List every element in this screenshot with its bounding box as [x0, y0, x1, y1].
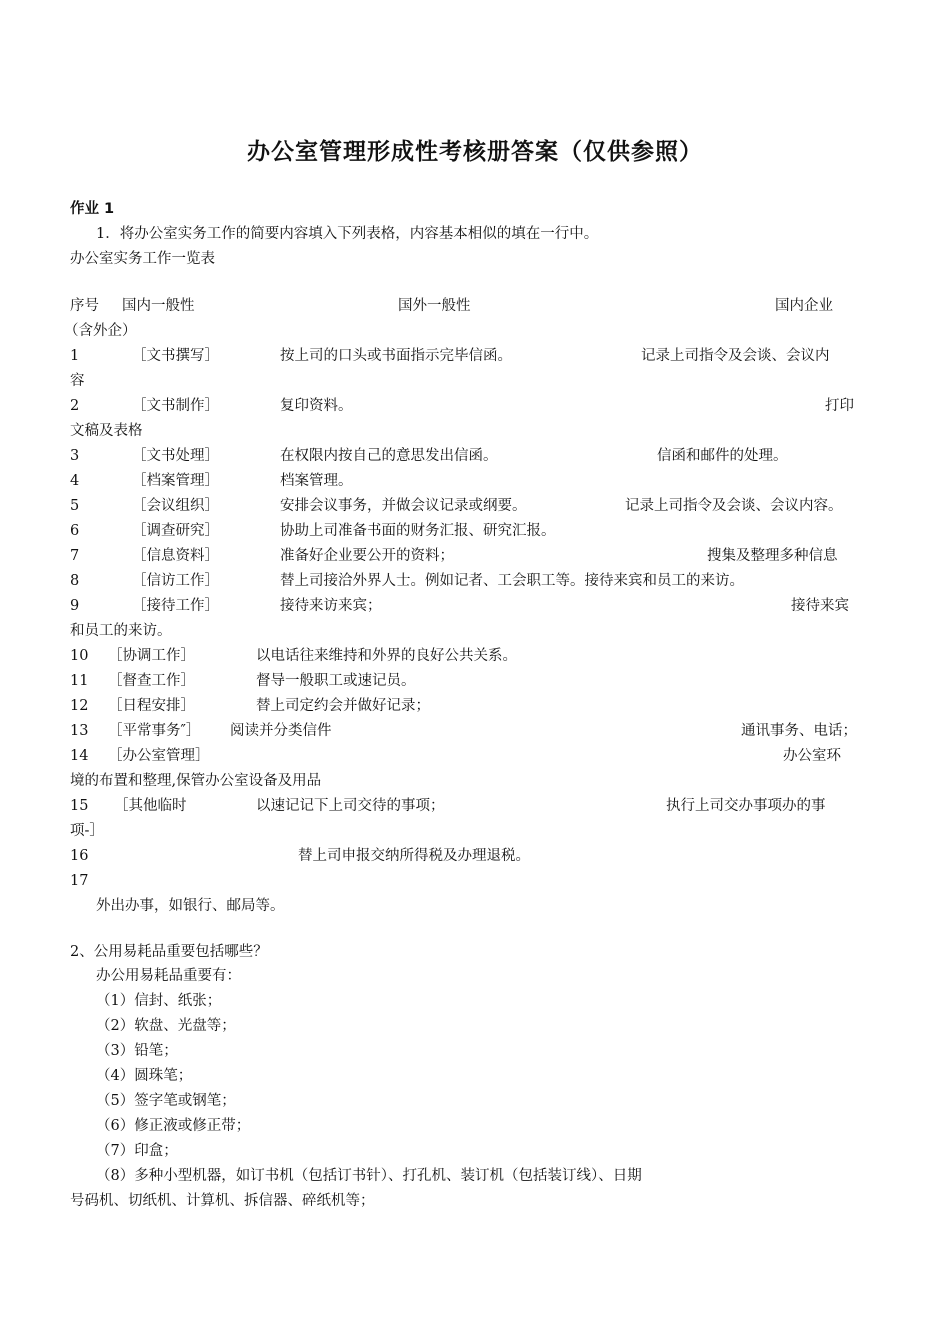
row-number: 13 [70, 723, 89, 739]
assignment-heading: 作业 1 [70, 201, 115, 217]
row-continuation: 和员工的来访。 [70, 623, 172, 639]
question-1-text: 1．将办公室实务工作的简要内容填入下列表格，内容基本相似的填在一行中。 [96, 226, 599, 242]
row-foreign: 以速记记下上司交待的事项； [256, 798, 445, 814]
row-category: ［文书制作］ [132, 398, 219, 414]
row-continuation: 文稿及表格 [70, 423, 143, 439]
header-enterprise: 国内企业 [775, 298, 833, 314]
row-category: ［文书撰写］ [132, 348, 219, 364]
row-category: ［督查工作］ [108, 673, 195, 689]
row-number: 3 [70, 448, 80, 464]
list-item: （6）修正液或修正带； [96, 1118, 251, 1134]
row-number: 17 [70, 873, 89, 889]
row-category: ［平常事务″］ [108, 723, 201, 739]
row-enterprise: 搜集及整理多种信息 [707, 548, 838, 564]
list-item: （1）信封、纸张； [96, 993, 222, 1009]
row-number: 9 [70, 598, 80, 614]
list-item-continuation: 号码机、切纸机、计算机、拆信器、碎纸机等； [70, 1193, 375, 1209]
question-2-intro: 办公用易耗品重要有： [96, 968, 241, 984]
row-category: ［调查研究］ [132, 523, 219, 539]
row-number: 10 [70, 648, 89, 664]
row-category: ［办公室管理］ [108, 748, 210, 764]
row-number: 14 [70, 748, 89, 764]
row-enterprise: 记录上司指令及会谈、会议内容。 [625, 498, 843, 514]
header-foreign: 国外一般性 [398, 298, 471, 314]
row-foreign: 准备好企业要公开的资料； [280, 548, 454, 564]
row-enterprise: 通讯事务、电话； [741, 723, 857, 739]
row-foreign: 安排会议事务，并做会议记录或纲要。 [280, 498, 527, 514]
list-item: （7）印盒； [96, 1143, 178, 1159]
row-number: 1 [70, 348, 80, 364]
row-enterprise: 打印 [825, 398, 854, 414]
row-number: 4 [70, 473, 80, 489]
row-foreign: 档案管理。 [280, 473, 353, 489]
row-category: ［信息资料］ [132, 548, 219, 564]
row-category: ［信访工作］ [132, 573, 219, 589]
header-seq: 序号 [70, 298, 99, 314]
row-foreign: 督导一般职工或速记员。 [256, 673, 416, 689]
list-item: （2）软盘、光盘等； [96, 1018, 236, 1034]
row-number: 12 [70, 698, 89, 714]
list-item: （3）铅笔； [96, 1043, 178, 1059]
row-enterprise: 记录上司指令及会谈、会议内 [641, 348, 830, 364]
row-category: ［日程安排］ [108, 698, 195, 714]
row-category: ［协调工作］ [108, 648, 195, 664]
row-foreign: 接待来访来宾； [280, 598, 382, 614]
row-category: ［档案管理］ [132, 473, 219, 489]
row-continuation: 项-］ [70, 823, 104, 839]
row-number: 7 [70, 548, 80, 564]
row-continuation: 境的布置和整理,保管办公室设备及用品 [70, 773, 322, 789]
question-2-text: 2、公用易耗品重要包括哪些？ [70, 944, 268, 960]
row-foreign: 替上司接洽外界人士。例如记者、工会职工等。接待来宾和员工的来访。 [280, 573, 744, 589]
row-enterprise: 执行上司交办事项办的事 [666, 798, 826, 814]
row-number: 11 [70, 673, 89, 689]
row-foreign: 阅读并分类信件 [230, 723, 332, 739]
row-foreign: 协助上司准备书面的财务汇报、研究汇报。 [280, 523, 556, 539]
row-category: ［会议组织］ [132, 498, 219, 514]
row-enterprise: 办公室环 [783, 748, 841, 764]
row-number: 2 [70, 398, 80, 414]
row-number: 8 [70, 573, 80, 589]
row-continuation: 外出办事，如银行、邮局等。 [96, 898, 285, 914]
list-item: （8）多种小型机器，如订书机（包括订书针）、打孔机、装订机（包括装订线）、日期 [96, 1168, 642, 1184]
row-foreign: 在权限内按自己的意思发出信函。 [280, 448, 498, 464]
row-number: 16 [70, 848, 89, 864]
document-title: 办公室管理形成性考核册答案（仅供参照） [247, 139, 703, 165]
row-continuation: 容 [70, 373, 85, 389]
header-domestic: 国内一般性 [122, 298, 195, 314]
list-item: （4）圆珠笔； [96, 1068, 193, 1084]
row-category: ［接待工作］ [132, 598, 219, 614]
row-number: 6 [70, 523, 80, 539]
table-title: 办公室实务工作一览表 [70, 251, 215, 267]
row-number: 15 [70, 798, 89, 814]
row-foreign: 替上司定约会并做好记录； [256, 698, 430, 714]
row-foreign: 按上司的口头或书面指示完毕信函。 [280, 348, 512, 364]
row-enterprise: 接待来宾 [791, 598, 849, 614]
row-number: 5 [70, 498, 80, 514]
row-category: ［文书处理］ [132, 448, 219, 464]
list-item: （5）签字笔或钢笔； [96, 1093, 236, 1109]
row-foreign: 以电话往来维持和外界的良好公共关系。 [256, 648, 517, 664]
row-foreign: 复印资料。 [280, 398, 353, 414]
row-enterprise: 信函和邮件的处理。 [657, 448, 788, 464]
row-category: ［其他临时 [114, 798, 187, 814]
header-enterprise-cont: （含外企） [64, 323, 137, 339]
row-foreign: 替上司申报交纳所得税及办理退税。 [298, 848, 530, 864]
